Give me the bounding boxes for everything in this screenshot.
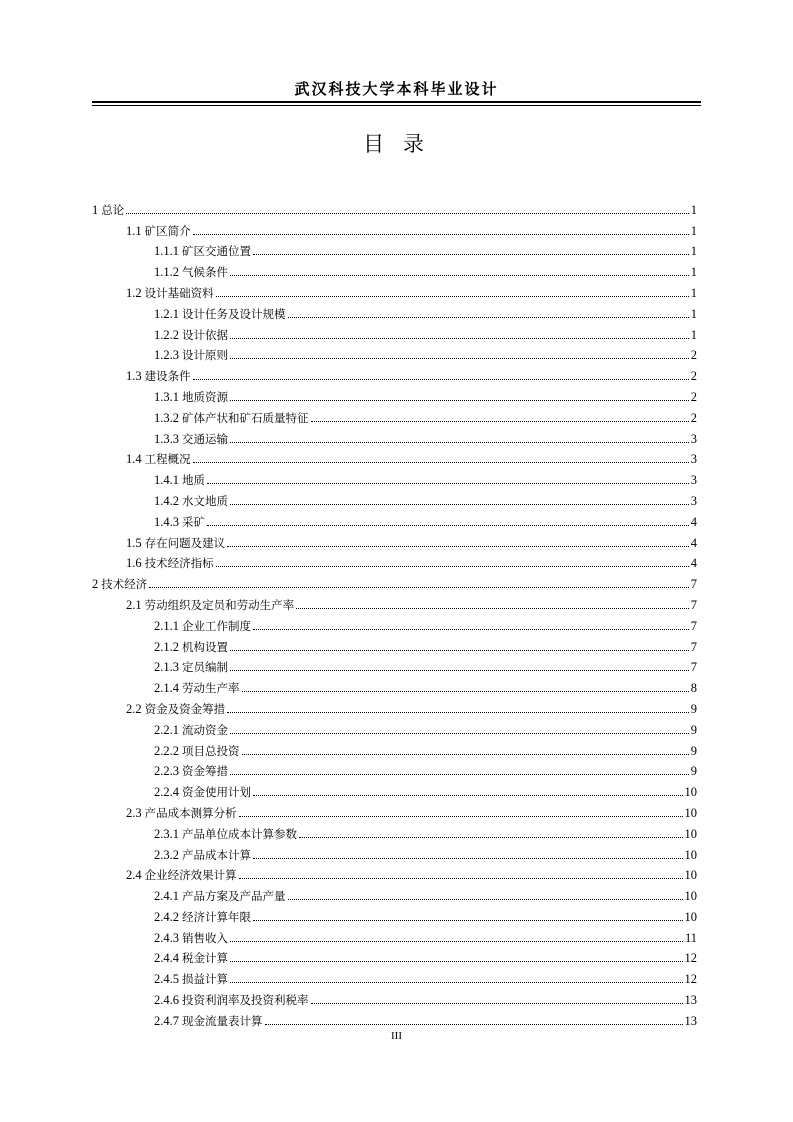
toc-dot-leader: [207, 483, 689, 484]
toc-dot-leader: [230, 504, 689, 505]
toc-entry-title: 投资利润率及投资利税率: [182, 993, 309, 1008]
toc-entry-number: 1.6: [126, 556, 142, 571]
toc-dot-leader: [253, 254, 689, 255]
toc-entry-number: 2.4.7: [154, 1013, 179, 1028]
toc-entry-title: 矿区交通位置: [182, 244, 251, 259]
toc-entry[interactable]: [92, 487, 697, 508]
toc-entry-number: 1.2: [126, 285, 142, 300]
toc-entry-title: 经济计算年限: [182, 909, 251, 924]
toc-entry-page: 1: [690, 285, 697, 300]
toc-entry-page: 10: [684, 909, 697, 924]
toc-entry[interactable]: [92, 924, 697, 945]
toc-entry-page: 9: [690, 743, 697, 758]
toc-dot-leader: [230, 650, 689, 651]
toc-entry[interactable]: [92, 258, 697, 279]
toc-entry[interactable]: [92, 986, 697, 1007]
toc-entry-number: 1.1.2: [154, 265, 179, 280]
toc-entry-number: 2.4.2: [154, 909, 179, 924]
toc-entry-number: 1.5: [126, 535, 142, 550]
toc-entry[interactable]: [92, 674, 697, 695]
toc-entry-title: 设计原则: [182, 348, 228, 363]
running-header: 武汉科技大学本科毕业设计: [294, 80, 499, 98]
toc-entry-number: 1.2.1: [154, 306, 179, 321]
toc-entry-title: 水文地质: [182, 493, 228, 508]
toc-dot-leader: [311, 421, 689, 422]
toc-entry-number: 1: [92, 202, 99, 217]
toc-dot-leader: [253, 795, 683, 796]
toc-entry-number: 1.1: [126, 223, 142, 238]
toc-entry[interactable]: [92, 383, 697, 404]
toc-dot-leader: [230, 275, 689, 276]
toc-entry-title: 资金及资金筹措: [144, 701, 226, 716]
toc-dot-leader: [230, 774, 689, 775]
toc-entry-number: 1.3.1: [154, 389, 179, 404]
toc-entry-number: 2: [92, 577, 99, 592]
toc-entry-number: 1.2.3: [154, 348, 179, 363]
toc-entry-page: 7: [690, 597, 697, 612]
header-rule-thick: [92, 101, 701, 103]
toc-entry-page: 13: [684, 993, 697, 1008]
toc-entry[interactable]: [92, 425, 697, 446]
toc-entry-title: 技术经济: [101, 577, 148, 592]
toc-entry-page: 9: [690, 722, 697, 737]
toc-entry-title: 建设条件: [144, 369, 191, 384]
toc-dot-leader: [230, 982, 683, 983]
toc-entry-number: 2.4.3: [154, 930, 179, 945]
toc-entry-title: 采矿: [182, 514, 205, 529]
toc-entry-title: 劳动组织及定员和劳动生产率: [144, 597, 295, 612]
toc-dot-leader: [299, 837, 683, 838]
toc-entry[interactable]: [92, 446, 697, 467]
toc-entry-page: 10: [684, 826, 697, 841]
toc-entry-page: 4: [690, 556, 697, 571]
header-rule-thin: [92, 105, 701, 106]
toc-entry[interactable]: [92, 695, 697, 716]
toc-entry-number: 1.4.2: [154, 493, 179, 508]
toc-entry-number: 2.2.1: [154, 722, 179, 737]
toc-entry[interactable]: [92, 841, 697, 862]
toc-entry-page: 4: [690, 514, 697, 529]
toc-entry-title: 现金流量表计算: [182, 1013, 263, 1028]
toc-entry-page: 2: [690, 410, 697, 425]
toc-entry-title: 资金使用计划: [182, 785, 251, 800]
toc-entry-page: 9: [690, 701, 697, 716]
toc-dot-leader: [193, 234, 689, 235]
toc-dot-leader: [207, 525, 689, 526]
toc-entry-number: 1.3.2: [154, 410, 179, 425]
page-title: 目 录: [363, 132, 430, 156]
toc-entry[interactable]: [92, 362, 697, 383]
toc-entry-title: 设计依据: [182, 327, 228, 342]
toc-entry-page: 10: [684, 889, 697, 904]
toc-dot-leader: [253, 858, 683, 859]
toc-entry-page: 2: [690, 348, 697, 363]
toc-dot-leader: [126, 213, 689, 214]
toc-entry-title: 技术经济指标: [144, 556, 214, 571]
toc-entry[interactable]: [92, 321, 697, 342]
toc-dot-leader: [230, 400, 689, 401]
toc-entry-title: 矿区简介: [144, 223, 191, 238]
toc-entry-number: 2.4.1: [154, 889, 179, 904]
toc-entry-page: 8: [690, 681, 697, 696]
toc-dot-leader: [230, 733, 689, 734]
toc-entry-page: 1: [690, 306, 697, 321]
toc-entry-number: 1.4.3: [154, 514, 179, 529]
toc-entry-title: 产品成本测算分析: [144, 805, 237, 820]
toc-entry-number: 2.1.1: [154, 618, 179, 633]
toc-entry-page: 1: [690, 327, 697, 342]
toc-entry-page: 10: [684, 805, 697, 820]
toc-dot-leader: [288, 317, 689, 318]
toc-entry[interactable]: [92, 799, 697, 820]
toc-entry-number: 2.1.2: [154, 639, 179, 654]
toc-dot-leader: [239, 816, 683, 817]
toc-entry-title: 气候条件: [182, 265, 228, 280]
toc-dot-leader: [230, 961, 683, 962]
toc-dot-leader: [253, 920, 683, 921]
toc-entry-title: 企业经济效果计算: [144, 868, 237, 883]
toc-entry-page: 1: [690, 223, 697, 238]
toc-entry[interactable]: [92, 529, 697, 550]
toc-entry[interactable]: [92, 508, 697, 529]
toc-entry-title: 地质资源: [182, 389, 228, 404]
toc-entry-page: 7: [690, 639, 697, 654]
toc-entry[interactable]: [92, 945, 697, 966]
toc-entry-number: 2.4.4: [154, 951, 179, 966]
toc-dot-leader: [288, 899, 683, 900]
toc-entry-title: 设计基础资料: [144, 285, 214, 300]
toc-entry-title: 损益计算: [182, 972, 228, 987]
toc-entry-title: 工程概况: [144, 452, 191, 467]
toc-entry-page: 1: [690, 202, 697, 217]
toc-entry-number: 2.1: [126, 597, 142, 612]
toc-entry-title: 定员编制: [182, 660, 228, 675]
toc-entry-title: 产品方案及产品产量: [182, 889, 286, 904]
toc-entry[interactable]: [92, 882, 697, 903]
toc-entry-number: 1.3.3: [154, 431, 179, 446]
toc-entry[interactable]: [92, 217, 697, 238]
toc-dot-leader: [265, 1024, 683, 1025]
toc-dot-leader: [242, 754, 689, 755]
toc-entry-title: 存在问题及建议: [144, 535, 226, 550]
toc-entry-number: 2.2.3: [154, 764, 179, 779]
toc-entry[interactable]: [92, 737, 697, 758]
toc-entry[interactable]: [92, 196, 697, 217]
toc-dot-leader: [230, 442, 689, 443]
toc-entry-title: 税金计算: [182, 951, 228, 966]
toc-entry-number: 2.2.4: [154, 785, 179, 800]
toc-entry-page: 2: [690, 369, 697, 384]
toc-entry-title: 企业工作制度: [182, 618, 251, 633]
toc-entry[interactable]: [92, 778, 697, 799]
toc-dot-leader: [227, 546, 689, 547]
toc-entry[interactable]: [92, 279, 697, 300]
toc-entry-page: 7: [690, 577, 697, 592]
toc-dot-leader: [311, 1003, 683, 1004]
toc-dot-leader: [216, 566, 689, 567]
toc-entry-title: 产品成本计算: [182, 847, 251, 862]
toc-entry-title: 交通运输: [182, 431, 228, 446]
toc-entry-page: 13: [684, 1013, 697, 1028]
toc-entry[interactable]: [92, 612, 697, 633]
toc-dot-leader: [149, 587, 689, 588]
table-of-contents: [92, 196, 697, 1028]
toc-entry-number: 2.4: [126, 868, 142, 883]
toc-entry[interactable]: [92, 550, 697, 571]
toc-dot-leader: [296, 608, 689, 609]
toc-entry-number: 2.4.5: [154, 972, 179, 987]
toc-entry-number: 1.1.1: [154, 244, 179, 259]
toc-entry-page: 12: [684, 951, 697, 966]
toc-entry[interactable]: [92, 903, 697, 924]
toc-entry-page: 7: [690, 618, 697, 633]
toc-entry[interactable]: [92, 1007, 697, 1028]
toc-entry-title: 设计任务及设计规模: [182, 306, 286, 321]
toc-entry-page: 7: [690, 660, 697, 675]
toc-dot-leader: [242, 691, 689, 692]
toc-dot-leader: [253, 629, 689, 630]
toc-entry-number: 2.3: [126, 805, 142, 820]
toc-dot-leader: [193, 379, 689, 380]
toc-dot-leader: [230, 338, 689, 339]
toc-entry-page: 10: [684, 785, 697, 800]
toc-entry-title: 产品单位成本计算参数: [182, 826, 297, 841]
toc-entry-page: 12: [684, 972, 697, 987]
toc-entry-page: 3: [690, 493, 697, 508]
toc-entry-number: 2.4.6: [154, 993, 179, 1008]
toc-entry[interactable]: [92, 654, 697, 675]
toc-entry[interactable]: [92, 716, 697, 737]
toc-entry[interactable]: [92, 238, 697, 259]
toc-entry[interactable]: [92, 591, 697, 612]
toc-entry[interactable]: [92, 820, 697, 841]
toc-entry-number: 2.1.3: [154, 660, 179, 675]
toc-entry-page: 3: [690, 431, 697, 446]
toc-entry-title: 项目总投资: [182, 743, 240, 758]
toc-entry-page: 3: [690, 452, 697, 467]
toc-entry[interactable]: [92, 758, 697, 779]
toc-entry-page: 2: [690, 389, 697, 404]
toc-entry-page: 1: [690, 244, 697, 259]
toc-entry-number: 2.2: [126, 701, 142, 716]
toc-entry[interactable]: [92, 404, 697, 425]
toc-entry-title: 流动资金: [182, 722, 228, 737]
toc-entry-page: 9: [690, 764, 697, 779]
toc-entry[interactable]: [92, 633, 697, 654]
toc-entry-number: 2.1.4: [154, 681, 179, 696]
toc-entry[interactable]: [92, 466, 697, 487]
toc-entry-title: 销售收入: [182, 930, 228, 945]
toc-dot-leader: [216, 296, 689, 297]
toc-entry-title: 矿体产状和矿石质量特征: [182, 410, 309, 425]
toc-entry-number: 2.3.2: [154, 847, 179, 862]
toc-entry-number: 1.4.1: [154, 473, 179, 488]
toc-entry[interactable]: [92, 342, 697, 363]
toc-entry[interactable]: [92, 570, 697, 591]
toc-entry-page: 10: [684, 868, 697, 883]
toc-entry-title: 地质: [182, 473, 205, 488]
page-number: III: [391, 1030, 402, 1042]
toc-entry-number: 2.2.2: [154, 743, 179, 758]
toc-dot-leader: [230, 670, 689, 671]
toc-entry-page: 11: [684, 930, 697, 945]
toc-entry-title: 总论: [101, 202, 125, 217]
toc-entry-page: 4: [690, 535, 697, 550]
toc-entry-page: 3: [690, 473, 697, 488]
toc-entry-title: 资金筹措: [182, 764, 228, 779]
toc-entry-number: 1.3: [126, 369, 142, 384]
toc-dot-leader: [230, 358, 689, 359]
toc-entry-title: 机构设置: [182, 639, 228, 654]
toc-entry[interactable]: [92, 965, 697, 986]
toc-entry[interactable]: [92, 300, 697, 321]
toc-entry-number: 2.3.1: [154, 826, 179, 841]
toc-entry-number: 1.2.2: [154, 327, 179, 342]
toc-dot-leader: [193, 462, 689, 463]
toc-dot-leader: [227, 712, 689, 713]
toc-entry-title: 劳动生产率: [182, 681, 240, 696]
toc-entry-page: 10: [684, 847, 697, 862]
toc-entry[interactable]: [92, 862, 697, 883]
toc-dot-leader: [230, 941, 683, 942]
toc-entry-page: 1: [690, 265, 697, 280]
toc-entry-number: 1.4: [126, 452, 142, 467]
toc-dot-leader: [239, 878, 683, 879]
